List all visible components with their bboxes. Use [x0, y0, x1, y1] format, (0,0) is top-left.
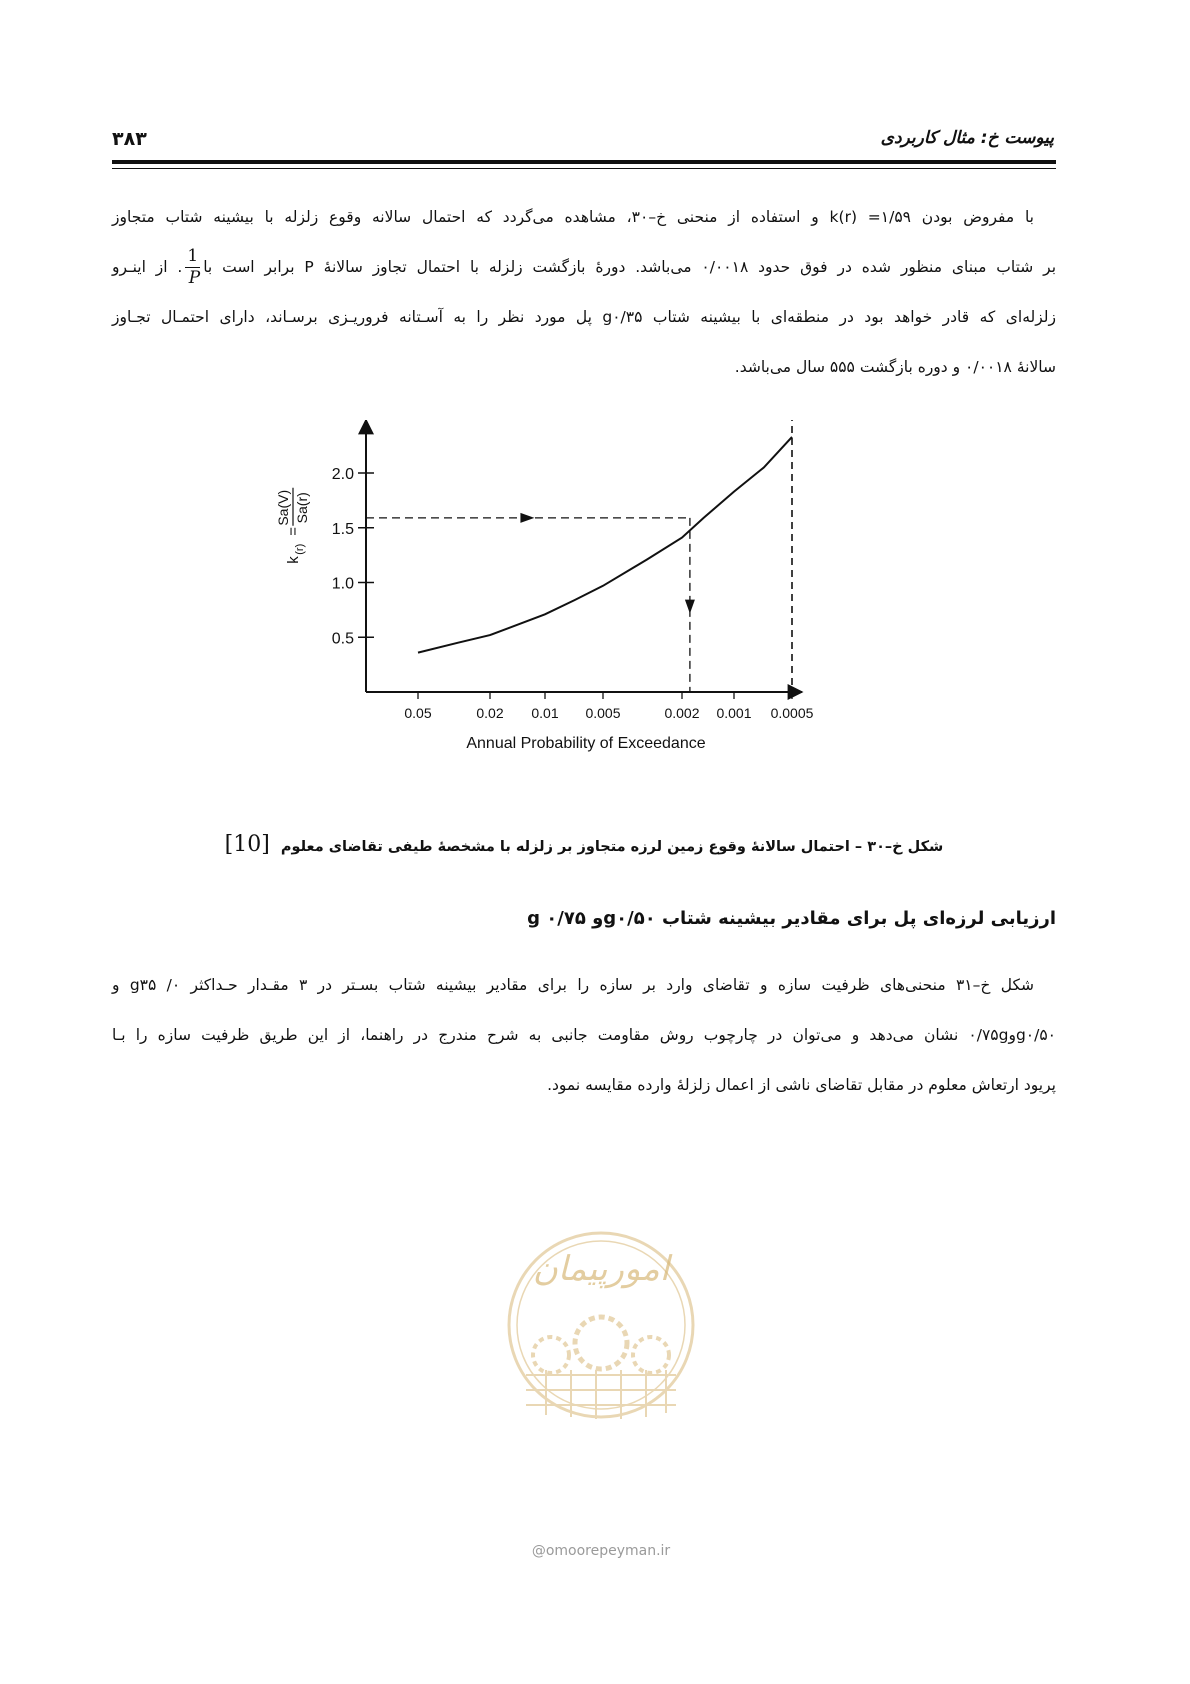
running-header-title: پیوست خ: مثال کاربردی: [880, 128, 1054, 148]
chart-svg: [270, 420, 910, 820]
right-arrow-icon: [520, 513, 534, 523]
excavator-gear-icon: [633, 1337, 669, 1373]
x-tick-label: 0.0005: [770, 705, 814, 721]
header-rule-thin: [112, 168, 1056, 169]
grid-pattern: [526, 1370, 676, 1419]
x-tick-label: 0.05: [404, 705, 432, 721]
x-tick-label: 0.002: [664, 705, 700, 721]
x-tick-label: 0.01: [531, 705, 559, 721]
series-curve: [418, 437, 792, 653]
y-tick-label: 1.0: [331, 575, 354, 593]
x-tick-label: 0.02: [476, 705, 504, 721]
paragraph-1: [112, 192, 1056, 392]
gear-icon: [575, 1317, 627, 1369]
paragraph-2-line-3: پریود ارتعاش معلوم در مقابل تقاضای ناشی از اعمال زلزلهٔ وارده مقایسه نمود.: [547, 1076, 1056, 1094]
x-axis-label: Annual Probability of Exceedance: [466, 735, 706, 752]
labels-layer: [275, 466, 814, 752]
fraction-denominator: P: [188, 268, 201, 288]
marks-layer: [366, 437, 792, 692]
paragraph-1-line-1: با مفروض بودن k(r) =۱/۵۹ و استفاده از منحنی خ–۳۰، مشاهده می‌گردد که احتمال سالانه وقوع زلزله با بیشینه شتاب متجاوز: [112, 208, 1034, 226]
y-axis-label-num: Sa(V): [275, 489, 291, 526]
paragraph-2-line-2: g۰/۵۰و۰/۷۵g نشان می‌دهد و می‌توان در چارچوب روش مقاومت جانبی به شرح مندرج در راهنما، از این طریق ظرفیت سازه را بـا: [112, 1026, 1056, 1044]
fraction-one-over-p: [185, 248, 200, 287]
y-axis-label-eq: =: [285, 526, 302, 536]
section-heading: ارزیابی لرزه‌ای پل برای مقادیر بیشینه شتاب g۰/۵۰و g ۰/۷۵: [527, 908, 1056, 929]
down-arrow-icon: [685, 600, 695, 614]
paragraph-1-line-4: سالانهٔ ۰/۰۰۱۸ و دوره بازگشت ۵۵۵ سال می‌باشد.: [734, 358, 1056, 376]
y-axis-label-k: k: [285, 556, 302, 564]
paragraph-1-line-2: [112, 242, 1056, 292]
watermark-site: @omoorepeyman.ir: [531, 1543, 671, 1559]
watermark-logo-text: امورپیمان: [532, 1249, 670, 1289]
paragraph-1-line-2-text: بر شتاب مبنای منظور شده در فوق حدود ۰/۰۰۱۸ می‌باشد. دورهٔ بازگشت زلزله با احتمال تجاوز سالانهٔ P برابر است با: [203, 258, 1057, 276]
fraction-numerator: 1: [187, 246, 199, 266]
x-tick-label: 0.005: [585, 705, 621, 721]
axes-layer: [358, 420, 802, 699]
figure-caption: [112, 832, 1056, 857]
page-number: ۳۸۳: [112, 128, 147, 150]
paragraph-2-line-1: شکل خ–۳۱ منحنی‌های ظرفیت سازه و تقاضای وارد بر سازه را برای مقادیر بیشینه شتاب بسـتر در ۳ مقـدار حـداکثر g۳۵ /۰ و: [112, 976, 1034, 994]
y-axis-label: [275, 488, 310, 564]
y-axis-label-den: Sa(r): [294, 492, 310, 524]
figure-caption-reference: [10]: [224, 832, 270, 857]
x-tick-label: 0.001: [716, 705, 752, 721]
figure-caption-text: شکل خ–۳۰ – احتمال سالانهٔ وقوع زمین لرزه متجاوز بر زلزله با مشخصهٔ طیفی تقاضای معلوم: [280, 839, 944, 855]
paragraph-1-line-3: زلزله‌ای که قادر خواهد بود در منطقه‌ای با بیشینه شتاب g۰/۳۵ پل مورد نظر را به آسـتانه فروریـزی برسـاند، دارای احتمـال تجـاوز: [112, 308, 1056, 326]
y-tick-label: 0.5: [331, 630, 354, 648]
y-tick-label: 1.5: [331, 520, 354, 538]
scales-gear-icon: [533, 1337, 569, 1373]
y-axis-label-sub: (r): [294, 543, 306, 555]
paragraph-2: [112, 960, 1056, 1110]
y-tick-label: 2.0: [331, 466, 354, 483]
header-rule-thick: [112, 160, 1056, 164]
watermark-logo: [496, 1225, 706, 1425]
exceedance-chart: [270, 420, 910, 820]
paragraph-1-line-2-tail: . از اینـرو: [112, 258, 183, 276]
